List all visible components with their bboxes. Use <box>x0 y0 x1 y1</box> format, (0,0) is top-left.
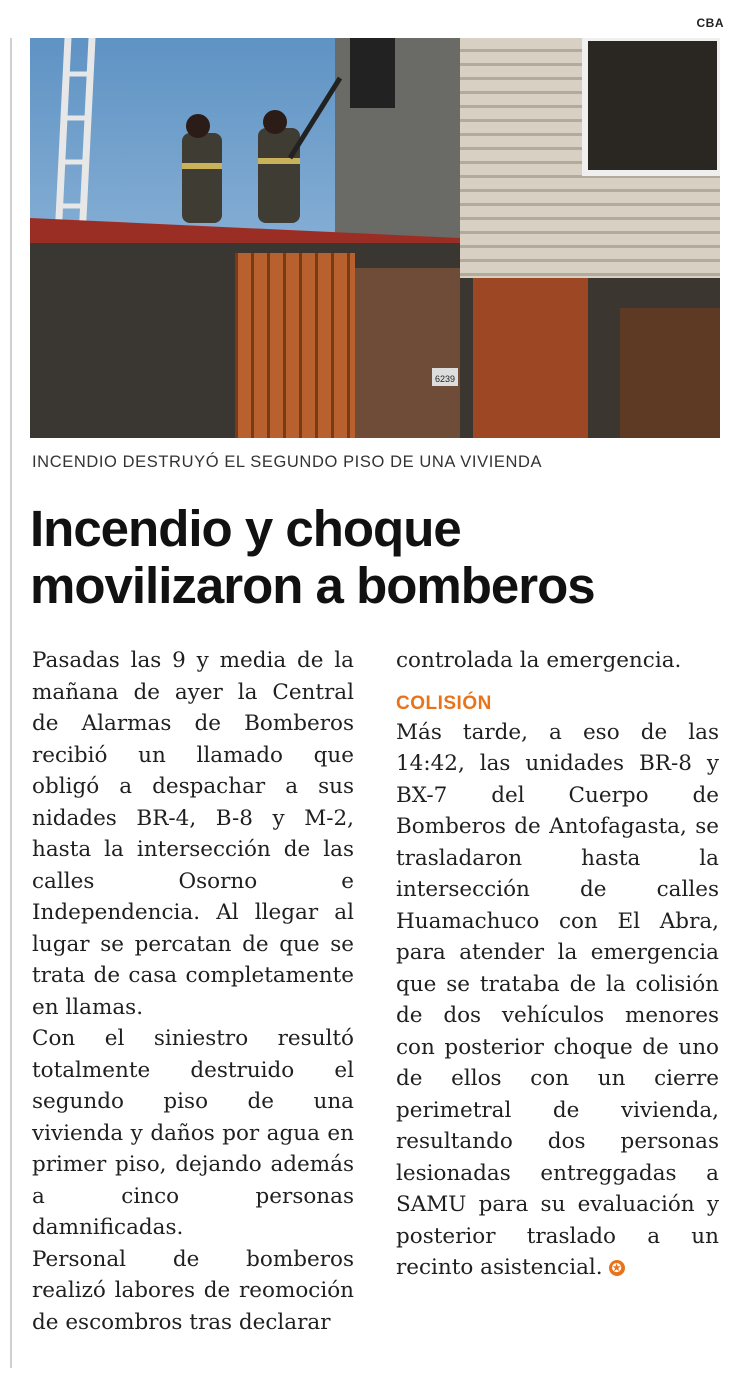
subhead-colision: COLISIÓN <box>396 692 492 714</box>
house-number: 6239 <box>435 374 456 384</box>
paragraph-4-text: Más tarde, a eso de las 14:42, las unidades BR-8 y BX-7 del Cuerpo de Bomberos de Antofagasta, se trasladaron hasta la intersección de calles Huamachuco con El Abra, para atender la emergencia que se trataba de la colisión de dos vehículos menores con posterior choque de uno de ellos con un cierre perimetral de vivienda, resultando dos personas lesionadas entreggadas a SAMU para su evaluación y posterior traslado a un recinto asistencial. <box>396 719 719 1280</box>
photo-caption: INCENDIO DESTRUYÓ EL SEGUNDO PISO DE UNA VIVIENDA <box>32 453 543 471</box>
headline <box>30 500 730 614</box>
paragraph-2: Con el siniestro resultó totalmente destruido el segundo piso de una vivienda y daños por agua en primer piso, dejando además a cinco personas damnificadas. <box>32 1026 354 1240</box>
column-divider <box>10 38 12 1368</box>
end-mark-icon: ✪ <box>609 1260 625 1276</box>
paragraph-3-continued: controlada la emergencia. <box>396 648 682 673</box>
paragraph-4 <box>396 717 719 1284</box>
paragraph-3: Personal de bomberos realizó labores de reomoción de escombros tras declarar <box>32 1246 354 1335</box>
section-tag: CBA <box>696 16 724 30</box>
headline-line-1: Incendio y choque <box>30 500 461 557</box>
headline-line-2: movilizaron a bomberos <box>30 557 595 614</box>
article-column-left <box>32 645 354 1338</box>
article-photo <box>30 38 720 438</box>
paragraph-1: Pasadas las 9 y media de la mañana de ayer la Central de Alarmas de Bomberos recibió un llamado que obligó a despachar a sus nidades BR-4, B-8 y M-2, hasta la intersección de las calles Osorno e Independencia. Al llegar al lugar se percatan de que se trata de casa completamente en llamas. <box>32 648 354 1020</box>
article-column-right <box>396 645 719 1284</box>
